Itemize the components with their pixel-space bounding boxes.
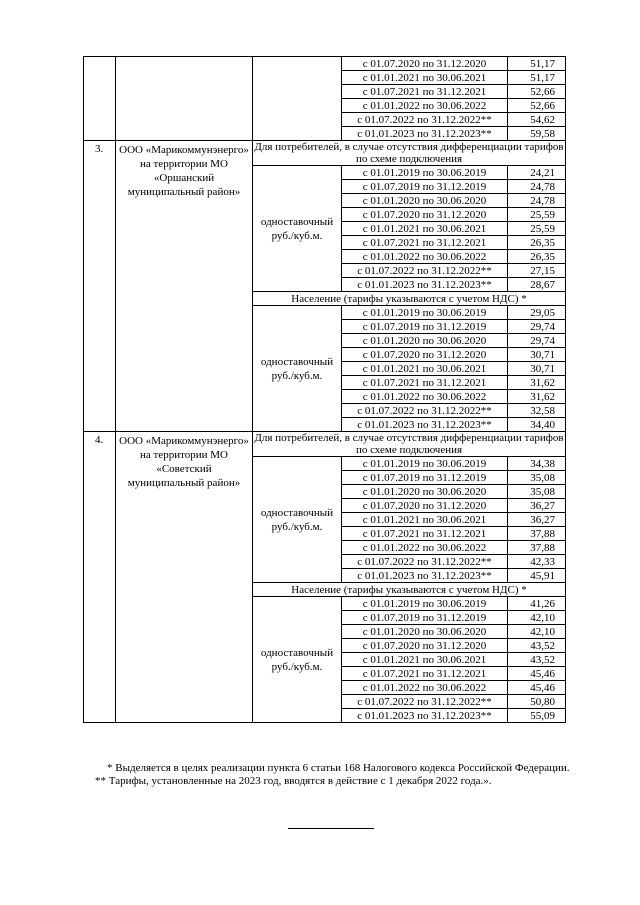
tariff-period: с 01.01.2022 по 30.06.2022 bbox=[342, 681, 508, 695]
tariff-period: с 01.07.2022 по 31.12.2022** bbox=[342, 404, 508, 418]
tariff-value: 45,46 bbox=[508, 681, 566, 695]
tariff-value: 45,46 bbox=[508, 667, 566, 681]
tariff-value: 36,27 bbox=[508, 499, 566, 513]
tariff-period: с 01.07.2020 по 31.12.2020 bbox=[342, 208, 508, 222]
tariff-period: с 01.07.2022 по 31.12.2022** bbox=[342, 695, 508, 709]
tariff-period: с 01.01.2019 по 30.06.2019 bbox=[342, 597, 508, 611]
tariff-period: с 01.01.2019 по 30.06.2019 bbox=[342, 166, 508, 180]
tariff-period: с 01.07.2020 по 31.12.2020 bbox=[342, 499, 508, 513]
tariff-period: с 01.01.2022 по 30.06.2022 bbox=[342, 250, 508, 264]
tariff-value: 29,74 bbox=[508, 334, 566, 348]
tariff-value: 59,58 bbox=[508, 127, 566, 141]
tariff-value: 24,78 bbox=[508, 180, 566, 194]
tariff-period: с 01.07.2019 по 31.12.2019 bbox=[342, 320, 508, 334]
tariff-type: одноставочный руб./куб.м. bbox=[253, 457, 342, 583]
table-row bbox=[84, 141, 566, 166]
tariff-period: с 01.01.2020 по 30.06.2020 bbox=[342, 334, 508, 348]
tariff-table bbox=[83, 56, 566, 723]
tariff-value: 30,71 bbox=[508, 362, 566, 376]
tariff-value: 26,35 bbox=[508, 236, 566, 250]
tariff-period: с 01.01.2021 по 30.06.2021 bbox=[342, 222, 508, 236]
tariff-period: с 01.07.2021 по 31.12.2021 bbox=[342, 376, 508, 390]
tariff-period: с 01.07.2022 по 31.12.2022** bbox=[342, 555, 508, 569]
entry-number: 3. bbox=[84, 141, 116, 432]
tariff-period: с 01.01.2021 по 30.06.2021 bbox=[342, 71, 508, 85]
tariff-period: с 01.01.2022 по 30.06.2022 bbox=[342, 541, 508, 555]
tariff-value: 43,52 bbox=[508, 639, 566, 653]
section-heading-consumers: Для потребителей, в случае отсутствия дифференциации тарифов по схеме подключения bbox=[254, 432, 564, 456]
tariff-period: с 01.01.2023 по 31.12.2023** bbox=[342, 569, 508, 583]
tariff-value: 28,67 bbox=[508, 278, 566, 292]
tariff-value: 43,52 bbox=[508, 653, 566, 667]
tariff-period: с 01.01.2020 по 30.06.2020 bbox=[342, 485, 508, 499]
tariff-value: 35,08 bbox=[508, 485, 566, 499]
tariff-value: 42,10 bbox=[508, 611, 566, 625]
tariff-value: 52,66 bbox=[508, 99, 566, 113]
section-heading-population: Население (тарифы указываются с учетом НДС) * bbox=[253, 292, 566, 306]
tariff-period: с 01.01.2019 по 30.06.2019 bbox=[342, 306, 508, 320]
tariff-period: с 01.07.2019 по 31.12.2019 bbox=[342, 471, 508, 485]
footnote-effective-date: ** Тарифы, установленные на 2023 год, вводятся в действие с 1 декабря 2022 года.». bbox=[95, 775, 492, 787]
footnote-vat: * Выделяется в целях реализации пункта 6 статьи 168 Налогового кодекса Российской Федерации. bbox=[107, 762, 570, 774]
tariff-value: 37,88 bbox=[508, 541, 566, 555]
tariff-period: с 01.07.2022 по 31.12.2022** bbox=[342, 113, 508, 127]
entry-number: 4. bbox=[84, 432, 116, 723]
tariff-value: 24,78 bbox=[508, 194, 566, 208]
tariff-type: одноставочный руб./куб.м. bbox=[253, 306, 342, 432]
tariff-period: с 01.07.2019 по 31.12.2019 bbox=[342, 611, 508, 625]
tariff-value: 31,62 bbox=[508, 376, 566, 390]
tariff-value: 29,05 bbox=[508, 306, 566, 320]
tariff-value: 32,58 bbox=[508, 404, 566, 418]
tariff-period: с 01.01.2021 по 30.06.2021 bbox=[342, 653, 508, 667]
tariff-value: 50,80 bbox=[508, 695, 566, 709]
organization-name: ООО «Марикоммунэнерго» на территории МО «Оршанский муниципальный район» bbox=[116, 141, 253, 432]
tariff-period: с 01.07.2021 по 31.12.2021 bbox=[342, 236, 508, 250]
tariff-period: с 01.01.2022 по 30.06.2022 bbox=[342, 99, 508, 113]
tariff-value: 51,17 bbox=[508, 57, 566, 71]
section-heading-consumers: Для потребителей, в случае отсутствия дифференциации тарифов по схеме подключения bbox=[254, 141, 564, 165]
tariff-value: 36,27 bbox=[508, 513, 566, 527]
tariff-value: 29,74 bbox=[508, 320, 566, 334]
tariff-period: с 01.07.2019 по 31.12.2019 bbox=[342, 180, 508, 194]
tariff-value: 34,38 bbox=[508, 457, 566, 471]
table-row bbox=[84, 57, 566, 71]
tariff-period: с 01.01.2023 по 31.12.2023** bbox=[342, 418, 508, 432]
tariff-value: 26,35 bbox=[508, 250, 566, 264]
tariff-value: 30,71 bbox=[508, 348, 566, 362]
tariff-table-body bbox=[84, 57, 566, 723]
tariff-value: 45,91 bbox=[508, 569, 566, 583]
tariff-period: с 01.01.2023 по 31.12.2023** bbox=[342, 709, 508, 723]
tariff-period: с 01.07.2020 по 31.12.2020 bbox=[342, 348, 508, 362]
footnotes bbox=[83, 762, 573, 788]
tariff-value: 25,59 bbox=[508, 208, 566, 222]
section-heading-population: Население (тарифы указываются с учетом НДС) * bbox=[253, 583, 566, 597]
tariff-period: с 01.07.2021 по 31.12.2021 bbox=[342, 667, 508, 681]
tariff-period: с 01.01.2023 по 31.12.2023** bbox=[342, 127, 508, 141]
tariff-value: 27,15 bbox=[508, 264, 566, 278]
tariff-period: с 01.01.2021 по 30.06.2021 bbox=[342, 362, 508, 376]
tariff-period: с 01.01.2022 по 30.06.2022 bbox=[342, 390, 508, 404]
separator-rule bbox=[288, 828, 374, 829]
tariff-value: 42,10 bbox=[508, 625, 566, 639]
tariff-type: одноставочный руб./куб.м. bbox=[253, 166, 342, 292]
tariff-period: с 01.07.2020 по 31.12.2020 bbox=[342, 57, 508, 71]
tariff-type: одноставочный руб./куб.м. bbox=[253, 597, 342, 723]
tariff-value: 35,08 bbox=[508, 471, 566, 485]
tariff-period: с 01.01.2023 по 31.12.2023** bbox=[342, 278, 508, 292]
org-cell bbox=[116, 57, 253, 141]
organization-name: ООО «Марикоммунэнерго» на территории МО «Советский муниципальный район» bbox=[116, 432, 253, 723]
tariff-value: 55,09 bbox=[508, 709, 566, 723]
tariff-period: с 01.01.2020 по 30.06.2020 bbox=[342, 194, 508, 208]
tariff-period: с 01.07.2020 по 31.12.2020 bbox=[342, 639, 508, 653]
tariff-value: 37,88 bbox=[508, 527, 566, 541]
tariff-value: 31,62 bbox=[508, 390, 566, 404]
tariff-period: с 01.07.2022 по 31.12.2022** bbox=[342, 264, 508, 278]
table-row bbox=[84, 432, 566, 457]
tariff-value: 34,40 bbox=[508, 418, 566, 432]
tariff-period: с 01.01.2019 по 30.06.2019 bbox=[342, 457, 508, 471]
tariff-value: 52,66 bbox=[508, 85, 566, 99]
tariff-period: с 01.01.2021 по 30.06.2021 bbox=[342, 513, 508, 527]
tariff-value: 42,33 bbox=[508, 555, 566, 569]
tariff-value: 41,26 bbox=[508, 597, 566, 611]
entry-number-cell bbox=[84, 57, 116, 141]
tariff-period: с 01.07.2021 по 31.12.2021 bbox=[342, 85, 508, 99]
tariff-value: 54,62 bbox=[508, 113, 566, 127]
tariff-period: с 01.01.2020 по 30.06.2020 bbox=[342, 625, 508, 639]
type-cell bbox=[253, 57, 342, 141]
tariff-value: 24,21 bbox=[508, 166, 566, 180]
tariff-value: 51,17 bbox=[508, 71, 566, 85]
tariff-value: 25,59 bbox=[508, 222, 566, 236]
tariff-period: с 01.07.2021 по 31.12.2021 bbox=[342, 527, 508, 541]
